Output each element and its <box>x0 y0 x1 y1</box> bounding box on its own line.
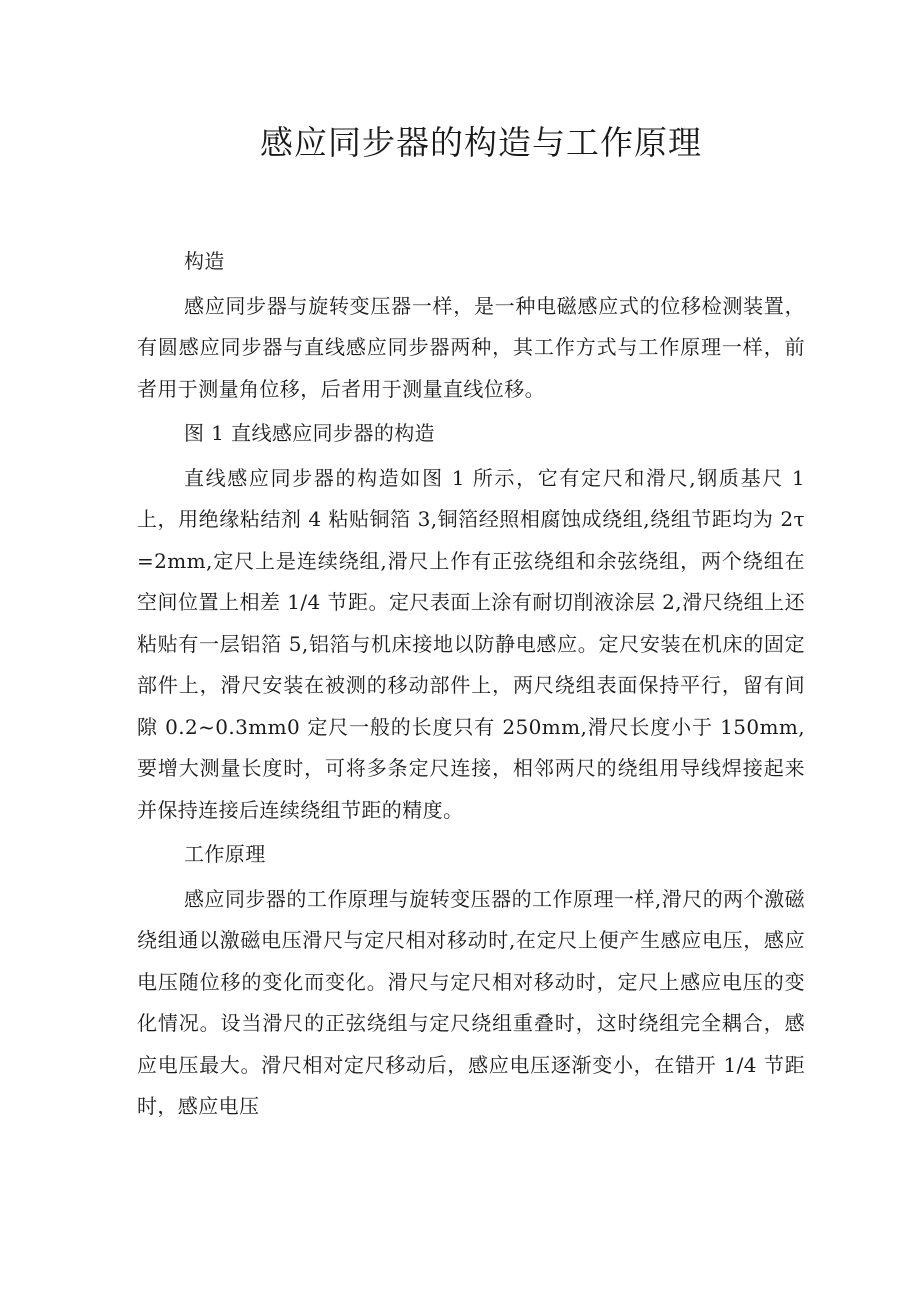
intro-paragraph: 感应同步器与旋转变压器一样，是一种电磁感应式的位移检测装置，有圆感应同步器与直线感应同步器两种，其工作方式与工作原理一样，前者用于测量角位移，后者用于测量直线位移。 <box>137 293 805 401</box>
section-heading-construction: 构造 <box>184 249 225 273</box>
construction-paragraph: 直线感应同步器的构造如图 1 所示，它有定尺和滑尺,钢质基尺 1 上，用绝缘粘结剂 4 粘贴铜箔 3,铜箔经照相腐蚀成绕组,绕组节距均为 2τ=2mm,定尺上是连续绕组,滑尺上作有正弦绕组和余弦绕组，两个绕组在空间位置上相差 1/4 节距。定尺表面上涂有耐切削液涂层 2,滑尺绕组上还粘贴有一层铝箔 5,铝箔与机床接地以防静电感应。定尺安装在机床的固定部件上，滑尺安装在被测的移动部件上，两尺绕组表面保持平行，留有间隙 0.2~0.3mm0 定尺一般的长度只有 250mm,滑尺长度小于 150mm,要增大测量长度时，可将多条定尺连接，相邻两尺的绕组用导线焊接起来并保持连接后连续绕组节距的精度。 <box>137 465 805 822</box>
section-heading-principle: 工作原理 <box>184 842 266 866</box>
document-title: 感应同步器的构造与工作原理 <box>260 123 702 162</box>
document-body <box>137 241 805 1128</box>
principle-paragraph: 感应同步器的工作原理与旋转变压器的工作原理一样,滑尺的两个激磁绕组通以激磁电压滑尺与定尺相对移动时,在定尺上便产生感应电压，感应电压随位移的变化而变化。滑尺与定尺相对移动时，定尺上感应电压的变化情况。设当滑尺的正弦绕组与定尺绕组重叠时，这时绕组完全耦合，感应电压最大。滑尺相对定尺移动后，感应电压逐渐变小，在错开 1/4 节距时，感应电压 <box>137 886 805 1118</box>
figure-caption: 图 1 直线感应同步器的构造 <box>184 421 436 445</box>
